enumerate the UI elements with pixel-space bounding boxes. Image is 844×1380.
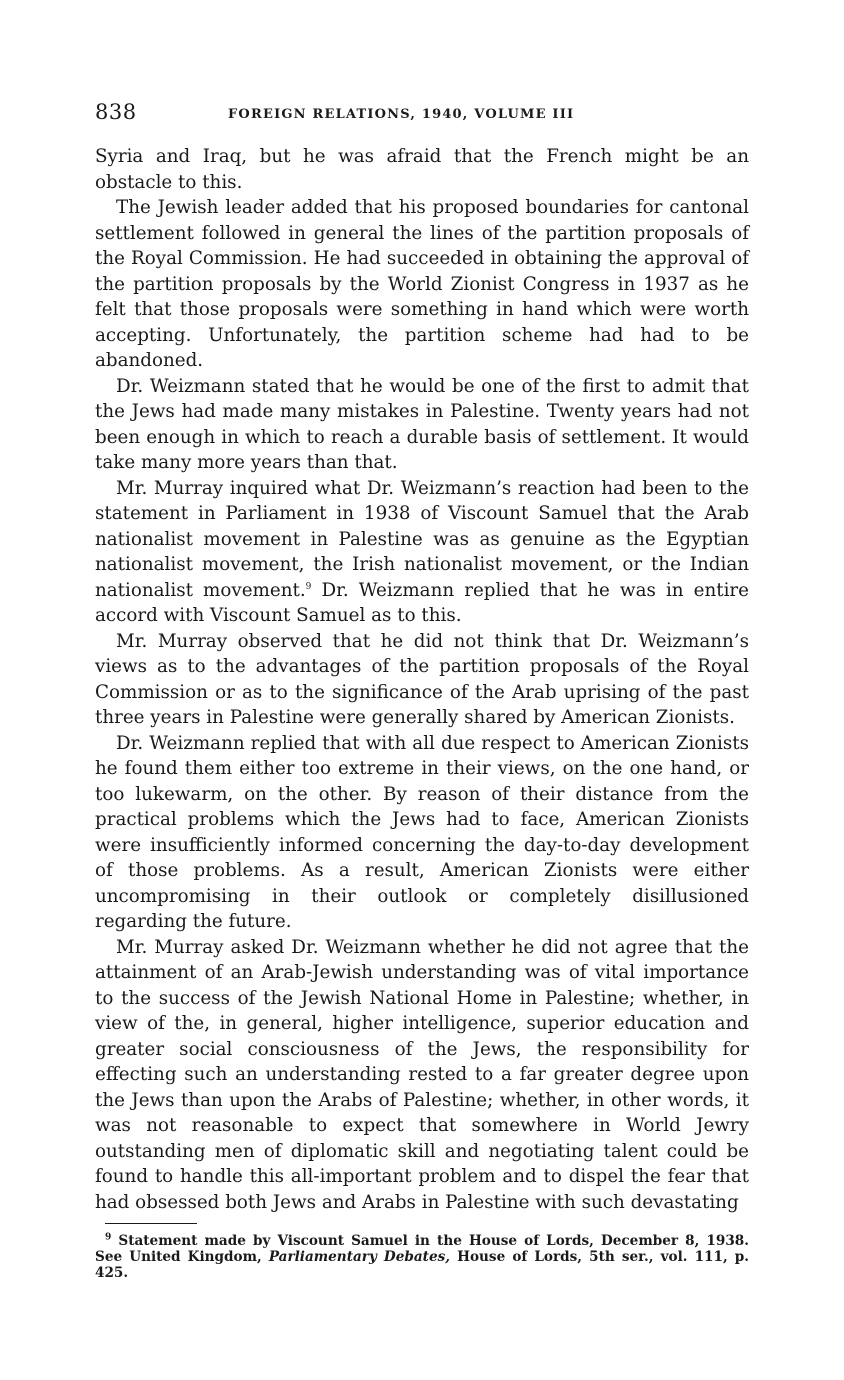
footnote-text-end: House of Lords, 5th ser., vol. 111, p. 425. bbox=[95, 1249, 750, 1281]
footnote-text-start: Statement made by Viscount Samuel in the House of Lords, December 8, 1938. See United Kingdom, bbox=[95, 1233, 750, 1265]
paragraph-4-text: Mr. Murray inquired what Dr. Weizmann’s reaction had been to the statement in Parliament in 1938 of Viscount Samuel that the Arab nationalist movement in Palestine was as genuine as the Egyptian nationalist movement, the Irish nationalist movement, or the Indian nationalist movement. bbox=[95, 477, 749, 601]
page-number: 838 bbox=[95, 100, 137, 124]
footnote-divider bbox=[105, 1223, 197, 1224]
footnote bbox=[95, 1233, 749, 1281]
document-page bbox=[95, 100, 749, 1281]
paragraph-4-continuation: Dr. Weizmann replied that he was in entire accord with Viscount Samuel as to this. bbox=[95, 579, 749, 626]
paragraph-3: Dr. Weizmann stated that he would be one of the first to admit that the Jews had made many mistakes in Palestine. Twenty years had not been enough in which to reach a durable basis of settlement. It would take many more years than that. bbox=[95, 375, 749, 473]
paragraph-1: Syria and Iraq, but he was afraid that the French might be an obstacle to this. bbox=[95, 146, 749, 193]
paragraph-4 bbox=[95, 476, 749, 629]
body-text bbox=[95, 144, 749, 1215]
running-head bbox=[95, 100, 749, 130]
paragraph-5: Mr. Murray observed that he did not think that Dr. Weizmann’s views as to the advantages of the partition proposals of the Royal Commission or as to the significance of the Arab uprising of the past three years in Palestine were generally shared by American Zionists. bbox=[95, 630, 749, 728]
paragraph-6: Dr. Weizmann replied that with all due respect to American Zionists he found them either too extreme in their views, on the one hand, or too lukewarm, on the other. By reason of their distance from the practical problems which the Jews had to face, American Zionists were insufficiently informed concerning the day-to-day development of those problems. As a result, American Zionists were either uncompromising in their outlook or completely disillusioned regarding the future. bbox=[95, 732, 749, 932]
paragraph-2: The Jewish leader added that his proposed boundaries for cantonal settlement followed in general the lines of the partition proposals of the Royal Commission. He had succeeded in obtaining the approval of the partition proposals by the World Zionist Congress in 1937 as he felt that those proposals were something in hand which were worth accepting. Unfortunately, the partition scheme had had to be abandoned. bbox=[95, 197, 749, 371]
footnote-marker: 9 bbox=[105, 1232, 112, 1243]
footnote-reference: 9 bbox=[305, 581, 312, 592]
running-title: FOREIGN RELATIONS, 1940, VOLUME III bbox=[228, 107, 575, 122]
footnote-italic-title: Parliamentary Debates, bbox=[268, 1249, 451, 1265]
paragraph-7: Mr. Murray asked Dr. Weizmann whether he did not agree that the attainment of an Arab-Jewish understanding was of vital importance to the success of the Jewish National Home in Palestine; whether, in view of the, in general, higher intelligence, superior education and greater social consciousness of the Jews, the responsibility for effecting such an understanding rested to a far greater degree upon the Jews than upon the Arabs of Palestine; whether, in other words, it was not reasonable to expect that somewhere in World Jewry outstanding men of diplomatic skill and negotiating talent could be found to handle this all-important problem and to dispel the fear that had obsessed both Jews and Arabs in Palestine with such devastating bbox=[95, 936, 749, 1213]
